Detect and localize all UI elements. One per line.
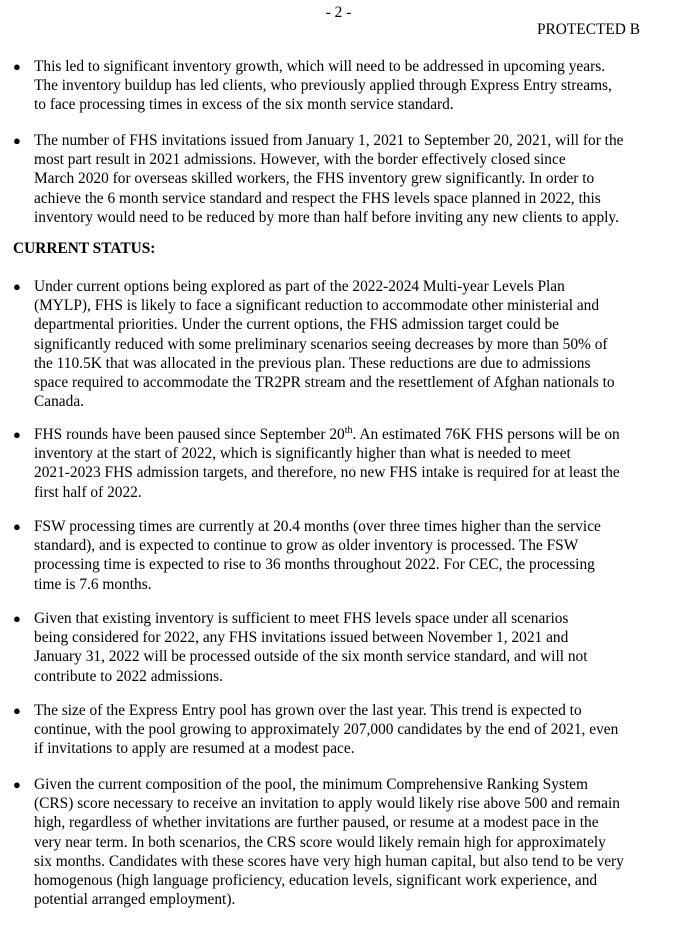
bullet-line: inventory at the start of 2022, which is significantly higher than what is needed to meet (34, 445, 571, 463)
bullet-line (34, 425, 644, 444)
bullet-line: January 31, 2022 will be processed outside of the six month service standard, and will not (34, 648, 588, 666)
section-heading: CURRENT STATUS: (13, 240, 156, 257)
bullet-line: Under current options being explored as part of the 2022-2024 Multi-year Levels Plan (34, 278, 565, 295)
bullet-line: homogenous (high language proficiency, education levels, significant work experience, and (34, 872, 598, 890)
bullet-text-segment: . An estimated 76K FHS persons will be on (352, 426, 620, 443)
bullet-line: standard), and is expected to continue to grow as older inventory is processed. The FSW (34, 537, 579, 555)
ordinal-suffix: th (344, 424, 353, 436)
bullet-line: the 110.5K that was allocated in the previous plan. These reductions are due to admissions (34, 354, 591, 372)
bullet-line: (CRS) score necessary to receive an invitation to apply would likely rise above 500 and remain (34, 795, 620, 813)
bullet-dot-icon: ● (13, 133, 21, 148)
bullet-dot-icon: ● (13, 519, 21, 534)
bullet-line: (MYLP), FHS is likely to face a significant reduction to accommodate other ministerial and (34, 297, 600, 315)
page-number: - 2 - (325, 4, 352, 21)
bullet-dot-icon: ● (13, 427, 21, 442)
bullet-line: space required to accommodate the TR2PR stream and the resettlement of Afghan nationals to (34, 374, 615, 392)
bullet-line: most part result in 2021 admissions. However, with the border effectively closed since (34, 151, 566, 169)
bullet-line: contribute to 2022 admissions. (34, 667, 223, 685)
bullet-line: processing time is expected to rise to 36 months throughout 2022. For CEC, the processing (34, 556, 595, 574)
bullet-dot-icon: ● (13, 611, 21, 626)
bullet-line: March 2020 for overseas skilled workers, the FHS inventory grew significantly. In order to (34, 170, 595, 188)
bullet-line: first half of 2022. (34, 483, 142, 501)
bullet-line: time is 7.6 months. (34, 575, 152, 593)
bullet-line: high, regardless of whether invitations are further paused, or resume at a modest pace in the (34, 814, 599, 832)
bullet-dot-icon: ● (13, 59, 21, 74)
bullet-line: continue, with the pool growing to approximately 207,000 candidates by the end of 2021, even (34, 721, 619, 739)
bullet-text-segment: FHS rounds have been paused since September 20 (34, 426, 345, 443)
bullet-line: if invitations to apply are resumed at a modest pace. (34, 740, 355, 758)
bullet-line: Given the current composition of the pool, the minimum Comprehensive Ranking System (34, 776, 588, 793)
bullet-line: 2021-2023 FHS admission targets, and therefore, no new FHS intake is required for at least the (34, 464, 620, 482)
bullet-line: to face processing times in excess of the six month service standard. (34, 96, 454, 114)
bullet-line: The inventory buildup has led clients, who previously applied through Express Entry streams, (34, 77, 612, 95)
bullet-line: This led to significant inventory growth, which will need to be addressed in upcoming years. (34, 58, 606, 75)
bullet-line: being considered for 2022, any FHS invitations issued between November 1, 2021 and (34, 629, 569, 647)
bullet-line: significantly reduced with some preliminary scenarios seeing decreases by more than 50% of (34, 335, 608, 353)
bullet-line: Canada. (34, 393, 84, 411)
bullet-line: inventory would need to be reduced by more than half before inviting any new clients to apply. (34, 208, 619, 226)
bullet-dot-icon: ● (13, 777, 21, 792)
classification-label: PROTECTED B (536, 21, 640, 38)
bullet-line: six months. Candidates with these scores have very high human capital, but also tend to be very (34, 852, 624, 870)
bullet-dot-icon: ● (13, 279, 21, 294)
bullet-line: FSW processing times are currently at 20.4 months (over three times higher than the service (34, 518, 601, 535)
bullet-line: The number of FHS invitations issued from January 1, 2021 to September 20, 2021, will for the (34, 132, 624, 149)
bullet-line: Given that existing inventory is sufficient to meet FHS levels space under all scenarios (34, 610, 569, 627)
bullet-line: The size of the Express Entry pool has grown over the last year. This trend is expected to (34, 702, 582, 719)
bullet-line: departmental priorities. Under the current options, the FHS admission target could be (34, 316, 560, 334)
bullet-line: potential arranged employment). (34, 891, 236, 909)
bullet-line: achieve the 6 month service standard and respect the FHS levels space planned in 2022, this (34, 189, 601, 207)
bullet-line: very near term. In both scenarios, the CRS score would likely remain high for approximately (34, 833, 606, 851)
bullet-dot-icon: ● (13, 703, 21, 718)
